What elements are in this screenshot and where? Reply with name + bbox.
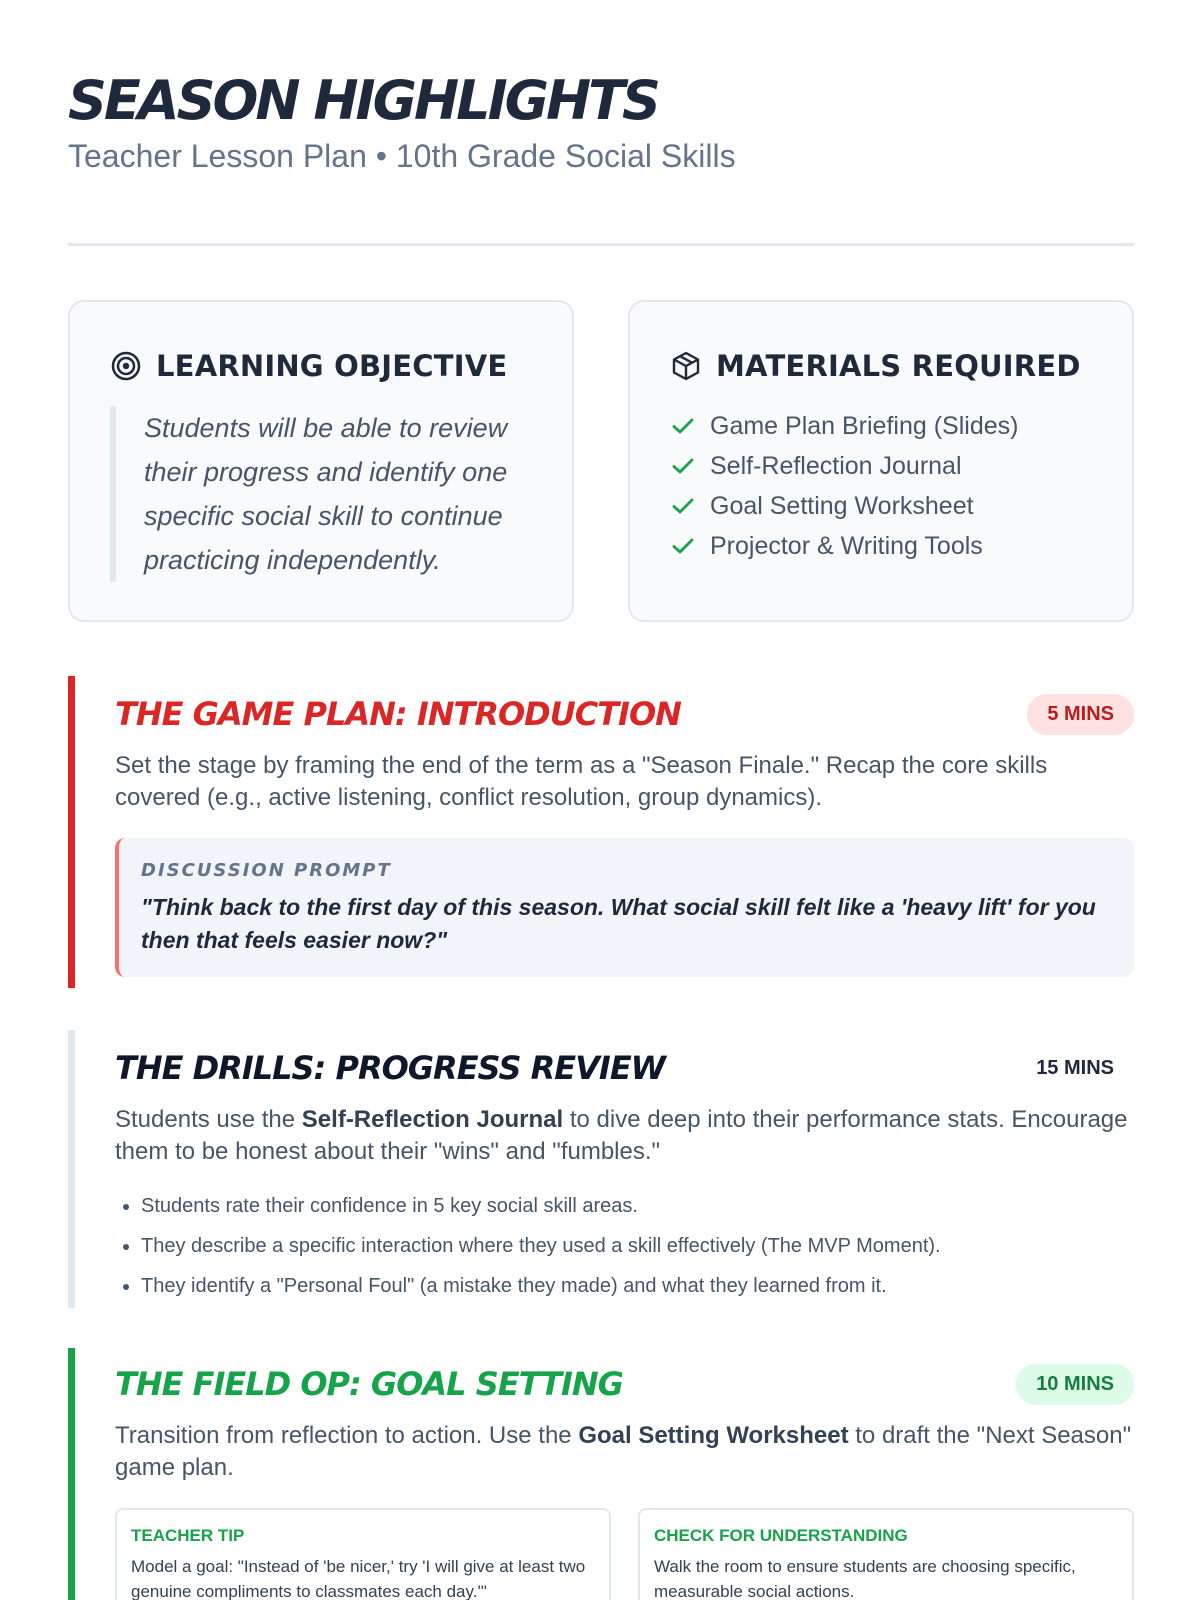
teacher-tip-label: TEACHER TIP	[131, 1526, 245, 1545]
page-header	[68, 0, 1132, 176]
section-description	[115, 1420, 1134, 1484]
material-label: Self-Reflection Journal	[710, 451, 962, 480]
materials-required-header	[670, 344, 1092, 388]
section-progress-review	[68, 1030, 1134, 1308]
description-text: Transition from reflection to action. Use the	[115, 1422, 579, 1449]
duration-badge: 5 MINS	[1027, 694, 1134, 735]
section-header	[115, 1364, 1134, 1404]
materials-list-item	[670, 526, 1092, 566]
check-understanding-box	[638, 1508, 1134, 1600]
section-accent-bar	[68, 1348, 75, 1600]
materials-list-item	[670, 446, 1092, 486]
teacher-tip-box	[115, 1508, 611, 1600]
check-understanding-text: Walk the room to ensure students are choosing specific, measurable social actions.	[654, 1557, 1076, 1600]
material-label: Projector & Writing Tools	[710, 531, 983, 560]
overview-cards	[68, 300, 1134, 622]
section-accent-bar	[68, 1030, 75, 1308]
learning-objective-header	[110, 344, 532, 388]
learning-objective-title: LEARNING OBJECTIVE	[156, 349, 508, 383]
materials-list-item	[670, 406, 1092, 446]
material-label: Goal Setting Worksheet	[710, 491, 974, 520]
learning-objective-text: Students will be able to review their progress and identify one specific social skill to continue practicing independently.	[110, 406, 532, 582]
section-accent-bar	[68, 676, 75, 988]
section-title: THE DRILLS: PROGRESS REVIEW	[115, 1049, 665, 1087]
section-introduction	[68, 676, 1134, 988]
description-emphasis: Self-Reflection Journal	[301, 1106, 564, 1133]
check-icon	[670, 493, 696, 519]
tip-boxes	[115, 1508, 1134, 1600]
description-text: to dive deep into their performance stats. Encourage them to be honest about their "wins" and "fumbles."	[115, 1106, 1128, 1165]
materials-list	[670, 406, 1092, 566]
page-title: SEASON HIGHLIGHTS	[68, 69, 658, 132]
description-text: to draft the "Next Season" game plan.	[115, 1422, 1132, 1481]
learning-objective-card	[68, 300, 574, 622]
duration-badge: 10 MINS	[1016, 1364, 1134, 1405]
material-label: Game Plan Briefing (Slides)	[710, 411, 1019, 440]
materials-required-title: MATERIALS REQUIRED	[716, 349, 1081, 383]
list-item: • They identify a "Personal Foul" (a mistake they made) and what they learned from it.	[141, 1266, 1134, 1306]
list-item: • They describe a specific interaction where they used a skill effectively (The MVP Moment).	[141, 1226, 1134, 1266]
header-divider	[68, 243, 1134, 246]
section-header	[115, 694, 1134, 734]
check-understanding-label: CHECK FOR UNDERSTANDING	[654, 1526, 908, 1545]
section-title: THE GAME PLAN: INTRODUCTION	[115, 695, 681, 733]
discussion-prompt-box	[115, 838, 1134, 977]
check-icon	[670, 453, 696, 479]
box-icon	[670, 350, 702, 382]
discussion-prompt-label: DISCUSSION PROMPT	[141, 860, 392, 881]
drills-list	[115, 1186, 1134, 1306]
description-emphasis: Goal Setting Worksheet	[578, 1422, 849, 1449]
check-icon	[670, 533, 696, 559]
section-title: THE FIELD OP: GOAL SETTING	[115, 1365, 623, 1403]
check-icon	[670, 413, 696, 439]
teacher-tip-text: Model a goal: "Instead of 'be nicer,' try 'I will give at least two genuine compliments to classmates each day.'"	[131, 1557, 586, 1600]
list-item: • Students rate their confidence in 5 key social skill areas.	[141, 1186, 1134, 1226]
discussion-prompt-text: "Think back to the first day of this season. What social skill felt like a 'heavy lift' for you then that feels easier now?"	[141, 894, 1096, 953]
description-text: Students use the	[115, 1106, 302, 1133]
section-goal-setting	[68, 1348, 1134, 1600]
page-subtitle: Teacher Lesson Plan • 10th Grade Social Skills	[68, 138, 736, 174]
section-description	[115, 1104, 1134, 1168]
duration-badge: 15 MINS	[1036, 1056, 1114, 1079]
section-header	[115, 1048, 1134, 1088]
target-icon	[110, 350, 142, 382]
materials-required-card	[628, 300, 1134, 622]
materials-list-item	[670, 486, 1092, 526]
section-description: Set the stage by framing the end of the term as a "Season Finale." Recap the core skills covered (e.g., active listening, conflict resolution, group dynamics).	[115, 752, 1048, 811]
